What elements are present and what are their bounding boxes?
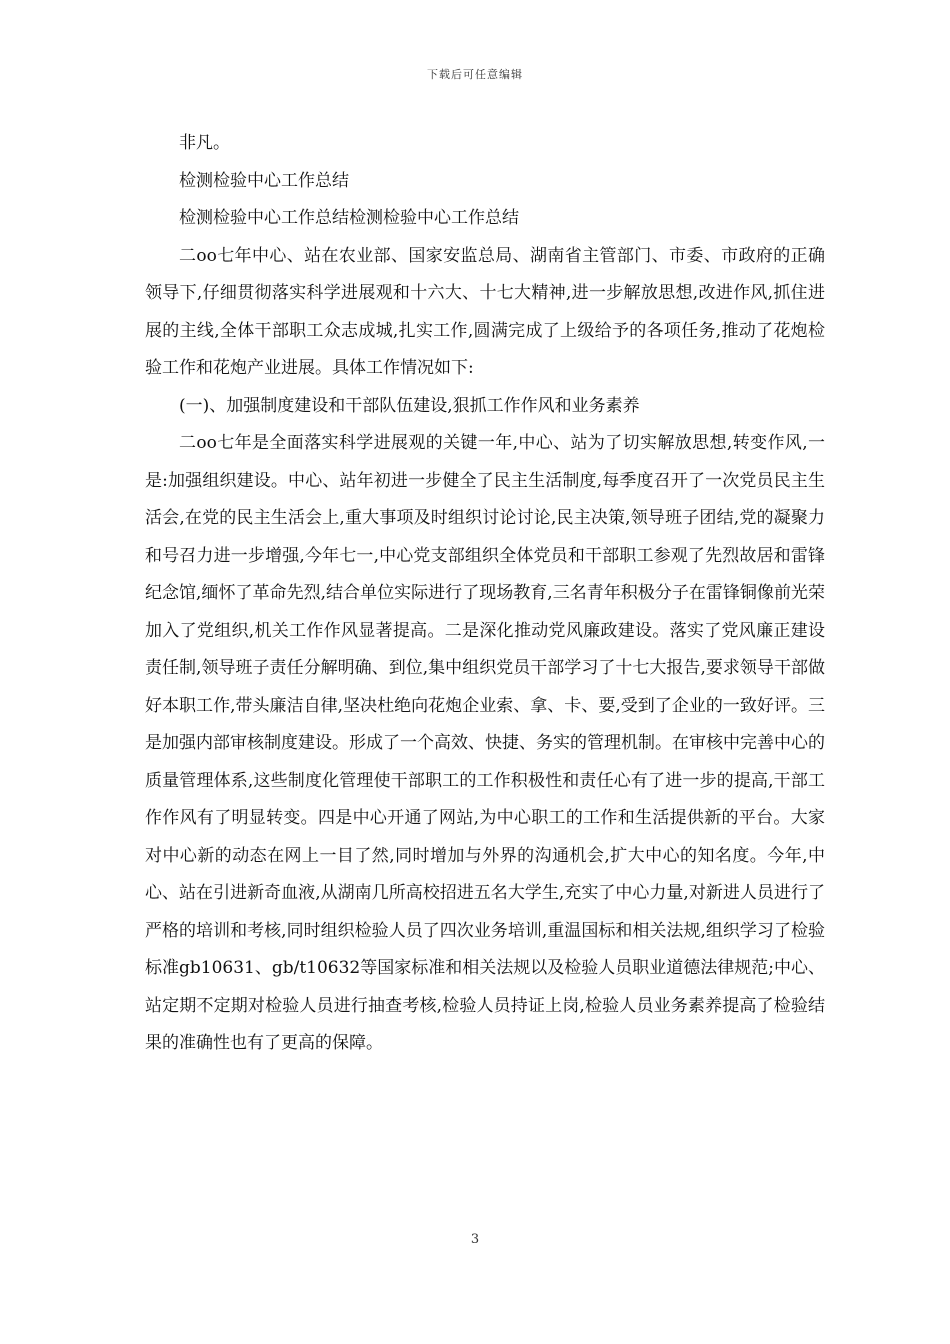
page-number: 3: [470, 1232, 480, 1247]
section-title: 检测检验中心工作总结: [179, 170, 349, 191]
paragraph-body: 二oo七年是全面落实科学进展观的关键一年,中心、站为了切实解放思想,转变作风,一是:加强组织建设。中心、站年初进一步健全了民主生活制度,每季度召开了一次党员民主生活会,在党的民主生活会上,重大事项及时组织讨论讨论,民主决策,领导班子团结,党的凝聚力和号召力进一步增强,今年七一,中心党支部组织全体党员和干部职工参观了先烈故居和雷锋纪念馆,缅怀了革命先烈,结合单位实际进行了现场教育,三名青年积极分子在雷锋铜像前光荣加入了党组织,机关工作作风显著提高。二是深化推动党风廉政建设。落实了党风廉正建设责任制,领导班子责任分解明确、到位,集中组织党员干部学习了十七大报告,要求领导干部做好本职工作,带头廉洁自律,坚决杜绝向花炮企业索、拿、卡、要,受到了企业的一致好评。三是加强内部审核制度建设。形成了一个高效、快捷、务实的管理机制。在审核中完善中心的质量管理体系,这些制度化管理使干部职工的工作积极性和责任心有了进一步的提高,干部工作作风有了明显转变。四是中心开通了网站,为中心职工的工作和生活提供新的平台。大家对中心新的动态在网上一目了然,同时增加与外界的沟通机会,扩大中心的知名度。今年,中心、站在引进新奇血液,从湖南几所高校招进五名大学生,充实了中心力量,对新进人员进行了严格的培训和考核,同时组织检验人员了四次业务培训,重温国标和相关法规,组织学习了检验标准gb10631、gb/t10632等国家标准和相关法规以及检验人员职业道德法律规范;中心、站定期不定期对检验人员进行抽查考核,检验人员持证上岗,检验人员业务素养提高了检验结果的准确性也有了更高的保障。: [145, 433, 825, 1053]
heading-item-1: (一)、加强制度建设和干部队伍建设,狠抓工作作风和业务素养: [179, 395, 640, 416]
section-subtitle: 检测检验中心工作总结检测检验中心工作总结: [179, 208, 519, 228]
page-header: 下载后可任意编辑: [427, 68, 523, 81]
document-body: [145, 125, 825, 1063]
paragraph-fragment: 非凡。: [179, 133, 230, 153]
paragraph-intro: 二oo七年中心、站在农业部、国家安监总局、湖南省主管部门、市委、市政府的正确领导下,仔细贯彻落实科学进展观和十六大、十七大精神,进一步解放思想,改进作风,抓住进展的主线,全体干部职工众志成城,扎实工作,圆满完成了上级给予的各项任务,推动了花炮检验工作和花炮产业进展。具体工作情况如下:: [145, 245, 825, 378]
